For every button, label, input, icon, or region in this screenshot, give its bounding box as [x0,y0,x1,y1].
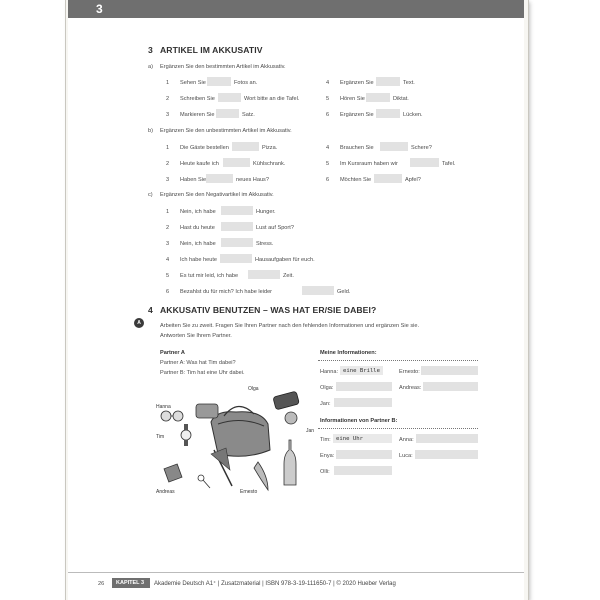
answer-gap[interactable] [302,286,334,295]
answer-gap[interactable] [376,77,400,86]
bottle-icon [284,440,296,485]
item-text-after: neues Haus? [236,177,269,183]
item-text-after: Zeit. [283,273,294,279]
answer-field[interactable] [421,366,478,375]
answer-gap[interactable] [376,109,400,118]
label-tim: Tim [156,434,165,440]
item-text-after: Lücken. [403,112,423,118]
label-andreas: Andreas [156,489,175,495]
item-number: 4 [326,145,330,151]
apple-icon [285,412,297,424]
answer-gap[interactable] [207,77,231,86]
exercise-a-letter: a) [148,64,153,70]
item-text-before: Haben Sie [180,177,207,183]
item-number: 3 [166,241,170,247]
answer-gap[interactable] [232,142,259,151]
filled-answer: eine Uhr [336,436,363,442]
name-label: Olli: [320,469,330,475]
item-text-before: Ergänzen Sie [340,112,374,118]
item-text-after: Apfel? [405,177,421,183]
answer-field[interactable] [336,450,392,459]
answer-gap[interactable] [216,109,239,118]
item-number: 5 [326,96,330,102]
section4-number: 4 [148,305,153,315]
item-text-after: Geld. [337,289,351,295]
page-frame [66,0,528,600]
answer-gap[interactable] [220,254,252,263]
label-olga: Olga [248,386,259,392]
item-text-before: Markieren Sie [180,112,215,118]
chapter-tab [68,0,524,18]
exercise-c-instruction: Ergänzen Sie den Negativartikel im Akkusativ. [160,192,274,198]
answer-gap[interactable] [223,158,250,167]
section4-instruction-line2: Antworten Sie Ihrem Partner. [160,333,232,339]
name-label: Anna: [399,437,414,443]
answer-gap[interactable] [366,93,390,102]
partner-info-divider [318,428,478,429]
book-icon [164,464,182,482]
bag-icon [211,406,270,456]
item-number: 5 [166,273,170,279]
answer-field[interactable] [340,366,383,375]
item-number: 4 [166,257,170,263]
answer-gap[interactable] [221,206,253,215]
item-text-before: Bezahlst du für mich? Ich habe leider [180,289,273,295]
exercise-a-instruction: Ergänzen Sie den bestimmten Artikel im Akkusativ. [160,64,286,70]
item-number: 1 [166,145,170,151]
item-text-after: Text. [403,80,415,86]
footer-chapter-tab [112,578,150,588]
answer-gap[interactable] [218,93,241,102]
page-number: 26 [98,581,105,587]
answer-gap[interactable] [248,270,280,279]
name-label: Enya: [320,453,335,459]
answer-field[interactable] [416,434,478,443]
item-number: 6 [166,289,170,295]
wallet-icon [196,404,218,418]
name-label: Jan: [320,401,331,407]
item-text-before: Hast du heute [180,225,215,231]
item-text-after: Hunger. [256,209,276,215]
section3-number: 3 [148,45,153,55]
item-text-before: Im Kursraum haben wir [340,161,398,167]
answer-gap[interactable] [206,174,233,183]
name-label: Hanna: [320,369,339,375]
item-text-before: Heute kaufe ich [180,161,219,167]
item-text-after: Satz. [242,112,255,118]
items-illustration [156,380,316,500]
answer-field[interactable] [334,398,392,407]
answer-field[interactable] [334,466,392,475]
footer-divider [68,572,524,573]
exercise-b-letter: b) [148,128,153,134]
item-text-after: Lust auf Sport? [256,225,294,231]
audio-badge-icon: A [134,318,144,328]
item-text-after: Pizza. [262,145,278,151]
answer-field[interactable] [333,434,392,443]
item-text-after: Hausaufgaben für euch. [255,257,315,263]
name-label: Olga: [320,385,334,391]
banana-icon [254,462,268,490]
my-info-title: Meine Informationen: [320,350,377,356]
answer-field[interactable] [336,382,392,391]
label-jan: Jan [306,428,315,434]
item-text-before: Sehen Sie [180,80,206,86]
glasses-icon [161,411,183,421]
item-number: 2 [166,96,170,102]
name-label: Luca: [399,453,413,459]
my-info-divider [318,360,478,361]
item-number: 6 [326,177,330,183]
partner-a-line1: Partner A: Was hat Tim dabei? [160,360,236,366]
exercise-b-instruction: Ergänzen Sie den unbestimmten Artikel im Akkusativ. [160,128,292,134]
section4-instruction-line1: Arbeiten Sie zu zweit. Fragen Sie Ihren Partner nach den fehlenden Informationen und ergänzen Sie sie. [160,323,420,329]
item-number: 3 [166,112,170,118]
item-text-before: Möchten Sie [340,177,372,183]
footer-chapter-label: KAPITEL 3 [116,580,145,586]
section4-title: AKKUSATIV BENUTZEN – WAS HAT ER/SIE DABEI? [160,305,377,315]
footer-text: Akademie Deutsch A1⁺ | Zusatzmaterial | ISBN 978-3-19-111650-7 | © 2020 Hueber Verlag [154,581,396,587]
item-text-before: Es tut mir leid, ich habe [180,273,239,279]
item-text-after: Wort bitte an die Tafel. [244,96,300,102]
answer-gap[interactable] [410,158,439,167]
keys-icon [198,475,210,488]
item-text-after: Tafel. [442,161,456,167]
section3-title: ARTIKEL IM AKKUSATIV [160,45,263,55]
partner-a-line2: Partner B: Tim hat eine Uhr dabei. [160,370,245,376]
label-ernesto: Ernesto [240,489,258,495]
item-text-after: Schere? [411,145,432,151]
item-text-after: Kühlschrank. [253,161,286,167]
answer-gap[interactable] [221,222,253,231]
item-text-before: Nein, ich habe [180,209,216,215]
item-text-before: Ergänzen Sie [340,80,374,86]
item-number: 2 [166,225,170,231]
item-text-before: Die Gäste bestellen [180,145,229,151]
answer-gap[interactable] [221,238,253,247]
item-text-after: Stress. [256,241,274,247]
partner-a-title: Partner A [160,350,185,356]
item-text-before: Nein, ich habe [180,241,216,247]
item-text-before: Ich habe heute [180,257,218,263]
item-number: 1 [166,209,170,215]
answer-field[interactable] [423,382,478,391]
item-number: 6 [326,112,330,118]
item-text-before: Hören Sie [340,96,365,102]
partner-info-title: Informationen von Partner B: [320,418,398,424]
item-text-before: Brauchen Sie [340,145,374,151]
exercise-c-letter: c) [148,192,153,198]
worksheet-page [68,0,524,600]
chapter-number: 3 [96,2,103,16]
item-text-after: Fotos an. [234,80,258,86]
name-label: Tim: [320,437,331,443]
phone-icon [273,391,300,410]
answer-field[interactable] [415,450,478,459]
watch-icon [181,424,191,446]
answer-gap[interactable] [374,174,402,183]
item-number: 2 [166,161,170,167]
item-number: 5 [326,161,330,167]
label-hanna: Hanna [156,404,171,410]
item-text-before: Schreiben Sie [180,96,215,102]
answer-gap[interactable] [380,142,408,151]
item-text-after: Diktat. [393,96,409,102]
item-number: 3 [166,177,170,183]
name-label: Andreas: [399,385,422,391]
name-label: Ernesto: [399,369,420,375]
item-number: 1 [166,80,170,86]
item-number: 4 [326,80,330,86]
filled-answer: eine Brille [343,368,381,374]
